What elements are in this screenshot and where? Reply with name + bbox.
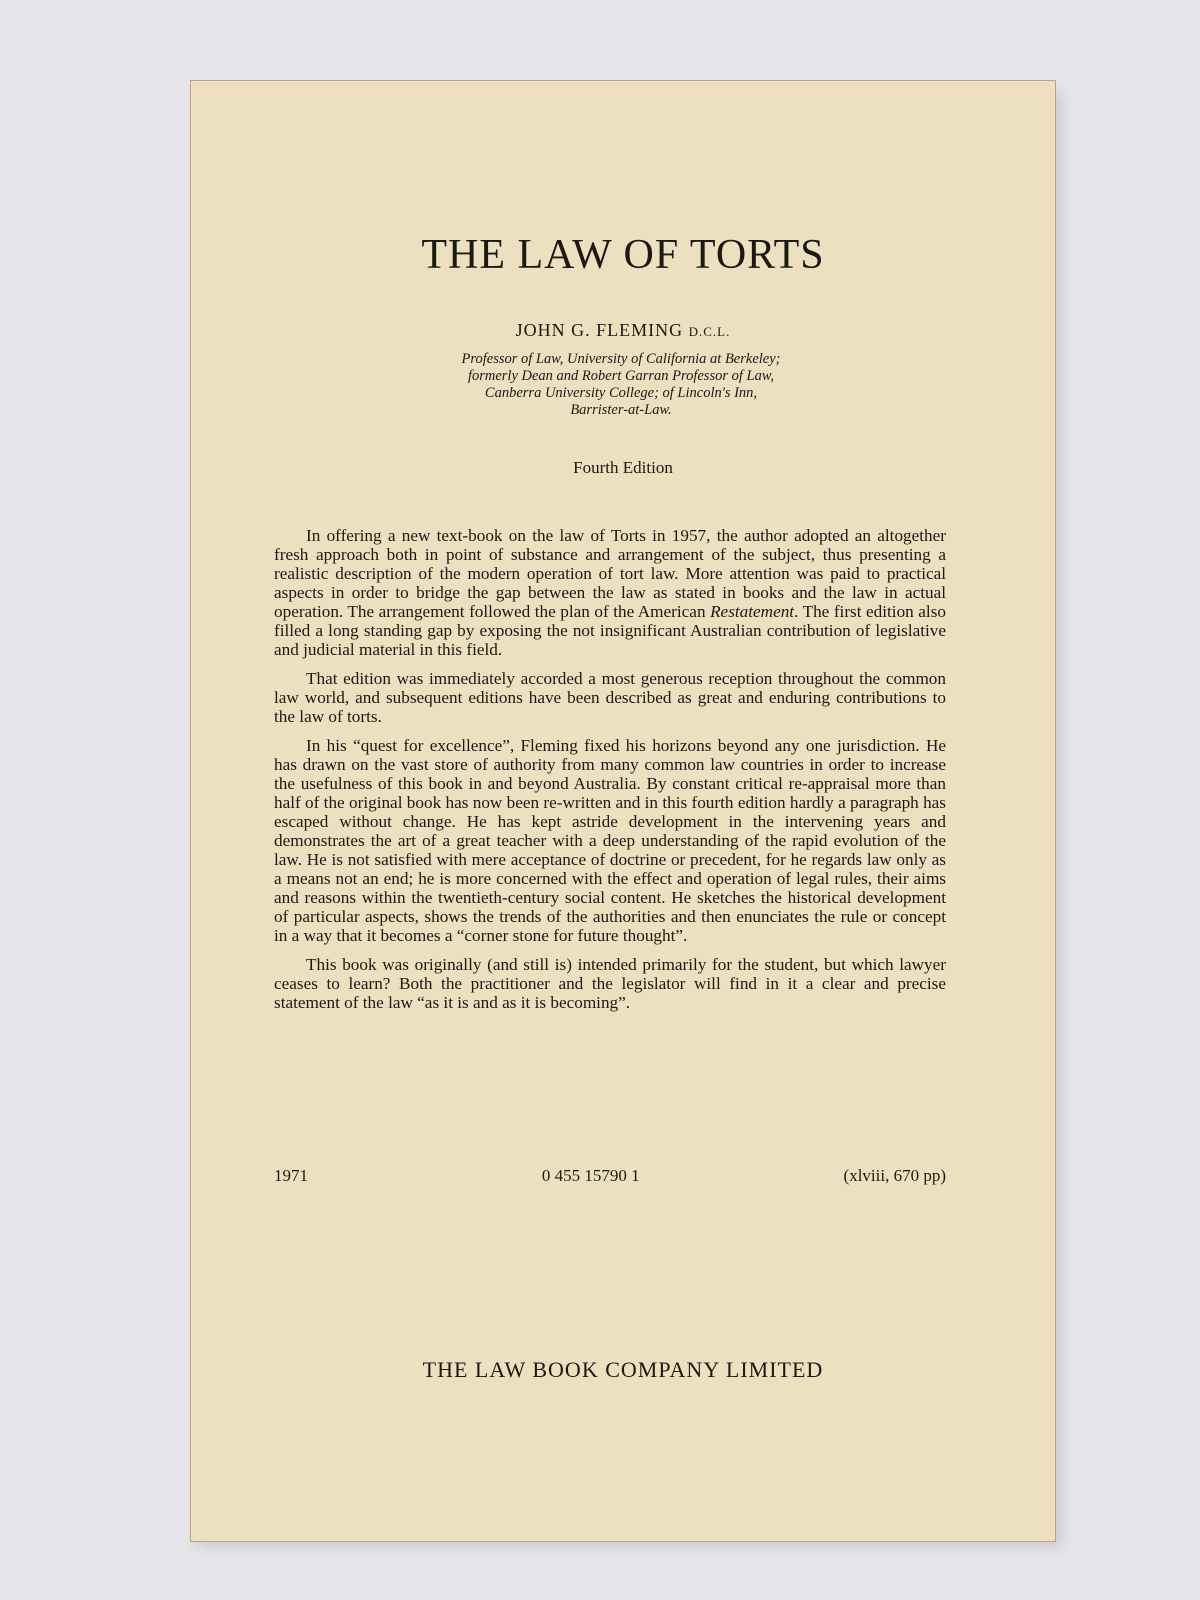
publication-year: 1971 [274,1166,308,1185]
text: In offering a new text-book on the law of Torts in 1957, the author adopted an altogether fresh approach both in point of substance and arrangement of the subject, thus presenting a realistic description of the modern operation of tort law. More attention was paid to practical aspects in order to bridge the gap between the law as stated in books and the law in actual operation. The arrangement followed the plan of the American [274,526,946,621]
affiliation-line: Professor of Law, University of California at Berkeley; [461,351,781,367]
affiliation-line: Canberra University College; of Lincoln's Inn, [484,385,758,401]
author-name [191,320,1055,341]
blurb-paragraph-3: In his “quest for excellence”, Fleming fixed his horizons beyond any one jurisdiction. He has drawn on the vast store of authority from many common law countries in order to increase the usefulness of this book in and beyond Australia. By constant critical re-appraisal more than half of the original book has now been re-written and in this fourth edition hardly a paragraph has escaped without change. He has kept astride development in the intervening years and demonstrates the art of a great teacher with a deep understanding of the rapid evolution of the law. He is not satisfied with mere acceptance of doctrine or precedent, for he regards law only as a means not an end; he is more concerned with the effect and operation of legal rules, their aims and reasons within the twentieth-century social content. He sketches the historical development of particular aspects, shows the trends of the authorities and then enunciates the rule or concept in a way that it becomes a “corner stone for future thought”. [274,736,946,945]
isbn: 0 455 15790 1 [541,1166,640,1185]
blurb-paragraph-4: This book was originally (and still is) intended primarily for the student, but which lawyer ceases to learn? Both the practitioner and the legislator will find in it a clear and precise statement of the law “as it is and as it is becoming”. [274,955,946,1012]
italic-text: Restatement [710,602,795,621]
blurb-paragraph-1 [274,526,946,659]
author-degree: D.C.L. [688,324,731,339]
affiliation-line: formerly Dean and Robert Garran Professor of Law, [467,368,775,384]
author-name-text: JOHN G. FLEMING [515,320,684,340]
page-count: (xlviii, 670 pp) [843,1166,946,1185]
book-back-cover [190,80,1056,1542]
author-affiliation [391,351,851,419]
publication-info [274,1166,946,1186]
edition: Fourth Edition [573,458,673,477]
publisher: THE LAW BOOK COMPANY LIMITED [422,1357,824,1382]
text: . The first edition also filled a long standing gap by exposing the not insignificant Australian contribution of legislative and judicial material in this field. [274,602,946,659]
affiliation-line: Barrister-at-Law. [570,402,672,418]
blurb-paragraph-2: That edition was immediately accorded a most generous reception throughout the common law world, and subsequent editions have been described as great and enduring contributions to the law of torts. [274,669,946,726]
book-title: THE LAW OF TORTS [421,232,825,278]
blurb [274,526,946,1012]
